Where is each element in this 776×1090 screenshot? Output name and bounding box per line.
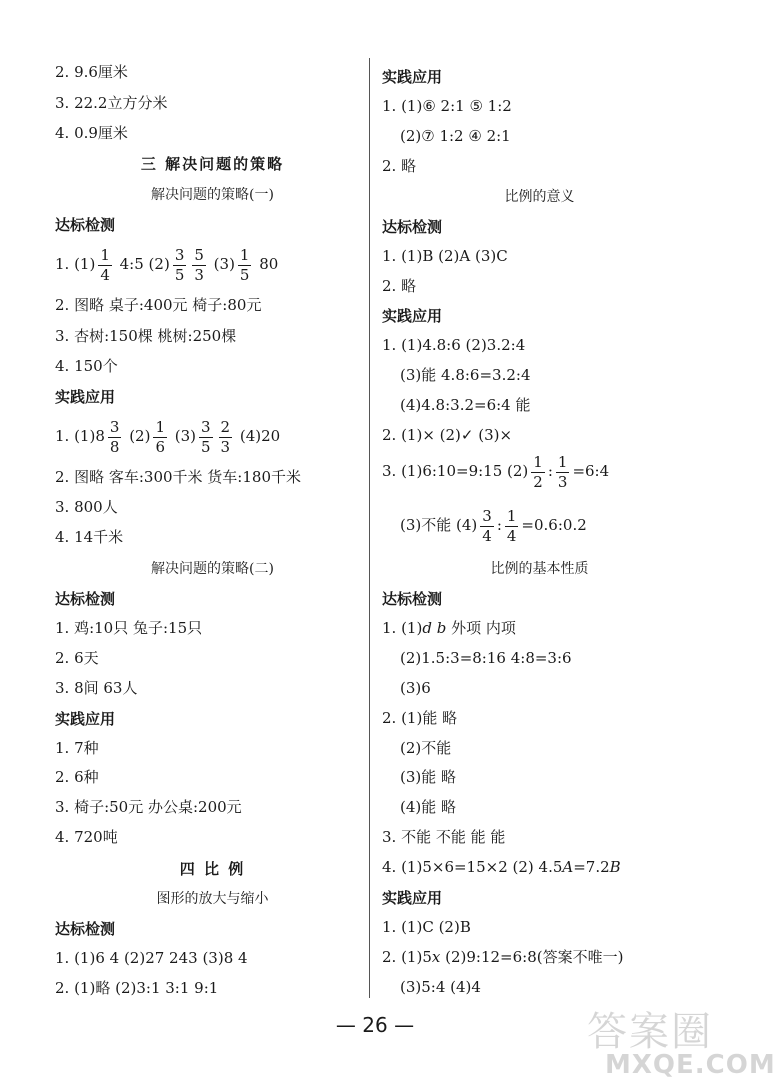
right-column [382,0,722,1090]
numerator: 3 [109,417,120,436]
answer-line: 2. 略 [382,277,417,295]
subsection-title: 图形的放大与缩小 [156,891,269,907]
heading-shijian: 实践应用 [382,889,443,907]
text: 4. (1)5×6=15×2 (2) 4.5 [382,858,563,876]
text: 外项 内项 [446,619,516,637]
numerator: 1 [155,417,165,436]
numerator: 5 [194,245,204,264]
fraction [199,417,213,456]
answer-line: (4)4.8:3.2=6:4 能 [400,396,531,414]
italic-var: d [422,619,432,637]
text: (4)20 [235,427,281,445]
fraction [556,452,570,491]
fraction [238,245,252,284]
fraction [98,245,112,284]
fraction [219,417,233,456]
numerator: 2 [220,417,231,436]
answer-line: 2. (1)× (2)✓ (3)× [382,426,513,444]
text: 80 [254,255,279,273]
denominator: 6 [155,437,165,456]
italic-var: A [562,858,574,876]
answer-line: 4. 14千米 [55,528,124,546]
section-title: 四 比 例 [179,860,246,878]
text: =0.6:0.2 [521,516,587,534]
answer-line: (4)能 略 [400,798,457,816]
answer-line: 2. (1)能 略 [382,709,458,727]
fraction [480,506,494,545]
heading-shijian: 实践应用 [55,710,116,728]
text: 1. (1) [55,255,96,273]
fraction [192,245,206,284]
numerator: 1 [239,245,250,264]
fraction [108,417,122,456]
answer-line [382,857,621,877]
watermark-logo [575,1000,776,1085]
numerator: 1 [100,245,110,264]
subsection-title: 解决问题的策略(二) [151,561,274,577]
denominator: 8 [109,437,120,456]
answer-line: 2. (1)略 (2)3:1 3:1 9:1 [55,979,219,997]
answer-line-fractions [55,245,278,283]
numerator: 3 [482,506,492,525]
text: 1. (1)8 [55,427,105,445]
heading-dabiao: 达标检测 [382,590,443,608]
fraction [505,506,519,545]
text: 1. (1) [382,619,423,637]
text: 4:5 (2) [114,255,170,273]
answer-line: (2)1.5:3=8:16 4:8=3:6 [400,649,572,667]
denominator: 4 [100,265,110,284]
answer-line-fractions [382,452,609,490]
numerator: 3 [174,245,185,264]
italic-var: B [609,858,621,876]
heading-dabiao: 达标检测 [55,920,116,938]
answer-line: 2. 图略 客车:300千米 货车:180千米 [55,468,301,486]
answer-line: 3. 8间 63人 [55,679,138,697]
answer-line: 1. (1)⑥ 2:1 ⑤ 1:2 [382,97,512,115]
answer-line [382,618,516,638]
answer-line [382,947,623,967]
fraction [531,452,545,491]
denominator: 2 [533,472,543,491]
answer-line: 3. 椅子:50元 办公桌:200元 [55,798,242,816]
denominator: 3 [194,265,204,284]
column-divider [369,58,370,998]
answer-line: 2. 略 [382,157,417,175]
answer-line: 3. 22.2立方分米 [55,94,168,112]
answer-line: 1. 鸡:10只 兔子:15只 [55,619,203,637]
text: =6:4 [572,462,610,480]
page-number: — 26 — [335,1013,415,1037]
answer-line: 2. 6天 [55,649,99,667]
answer-line: 1. (1)4.8:6 (2)3.2:4 [382,336,526,354]
answer-line: 1. (1)C (2)B [382,918,471,936]
denominator: 4 [482,526,492,545]
heading-dabiao: 达标检测 [382,218,443,236]
heading-dabiao: 达标检测 [55,216,116,234]
answer-line: 4. 720吨 [55,828,118,846]
answer-line: 1. (1)6 4 (2)27 243 (3)8 4 [55,949,248,967]
answer-line: 1. 7种 [55,739,99,757]
fraction [173,245,187,284]
numerator: 3 [201,417,211,436]
heading-shijian: 实践应用 [382,68,443,86]
text: : [547,462,553,480]
answer-line: 2. 图略 桌子:400元 椅子:80元 [55,296,262,314]
denominator: 5 [201,437,211,456]
heading-shijian: 实践应用 [55,388,116,406]
denominator: 3 [557,472,568,491]
denominator: 5 [174,265,185,284]
section-title: 三 解决问题的策略 [140,155,285,173]
italic-var: b [436,619,447,637]
answer-line: (3)能 4.8:6=3.2:4 [400,366,531,384]
answer-line: (3)5:4 (4)4 [400,978,481,996]
text: (3) [208,255,235,273]
numerator: 1 [533,452,543,471]
answer-line: (3)6 [400,679,431,697]
answer-line: (3)能 略 [400,768,457,786]
answer-line: 4. 0.9厘米 [55,124,128,142]
watermark-url: MXQE.COM [605,1050,776,1080]
denominator: 4 [506,526,517,545]
watermark-text: 答案圈 [587,1009,713,1055]
text: (3) [169,427,196,445]
answer-line: 3. 杏树:150棵 桃树:250棵 [55,327,237,345]
text: 2. (1)5 [382,948,432,966]
italic-var: x [431,948,441,966]
numerator: 1 [557,452,568,471]
answer-line-fractions [400,506,587,544]
answer-line: 4. 150个 [55,357,118,375]
heading-shijian: 实践应用 [382,307,443,325]
subsection-title: 比例的意义 [504,189,575,205]
denominator: 3 [220,437,231,456]
denominator: 5 [239,265,250,284]
answer-line: (2)不能 [400,739,452,757]
answer-line: 1. (1)B (2)A (3)C [382,247,508,265]
text: (2)9:12=6:8(答案不唯一) [440,948,624,966]
left-column [55,0,395,1090]
subsection-title: 解决问题的策略(一) [151,187,274,203]
subsection-title: 比例的基本性质 [490,561,589,577]
heading-dabiao: 达标检测 [55,590,116,608]
answer-line: 3. 不能 不能 能 能 [382,828,506,846]
answer-line: 2. 9.6厘米 [55,63,128,81]
numerator: 1 [506,506,517,525]
answer-line-fractions [55,417,280,455]
text: 3. (1)6:10=9:15 (2) [382,462,529,480]
text: (3)不能 (4) [400,516,478,534]
text: : [496,516,502,534]
answer-line: 3. 800人 [55,498,118,516]
fraction [153,417,167,456]
answer-line: (2)⑦ 1:2 ④ 2:1 [400,127,511,145]
text: =7.2 [573,858,610,876]
answer-line: 2. 6种 [55,768,99,786]
text: (2) [124,427,151,445]
